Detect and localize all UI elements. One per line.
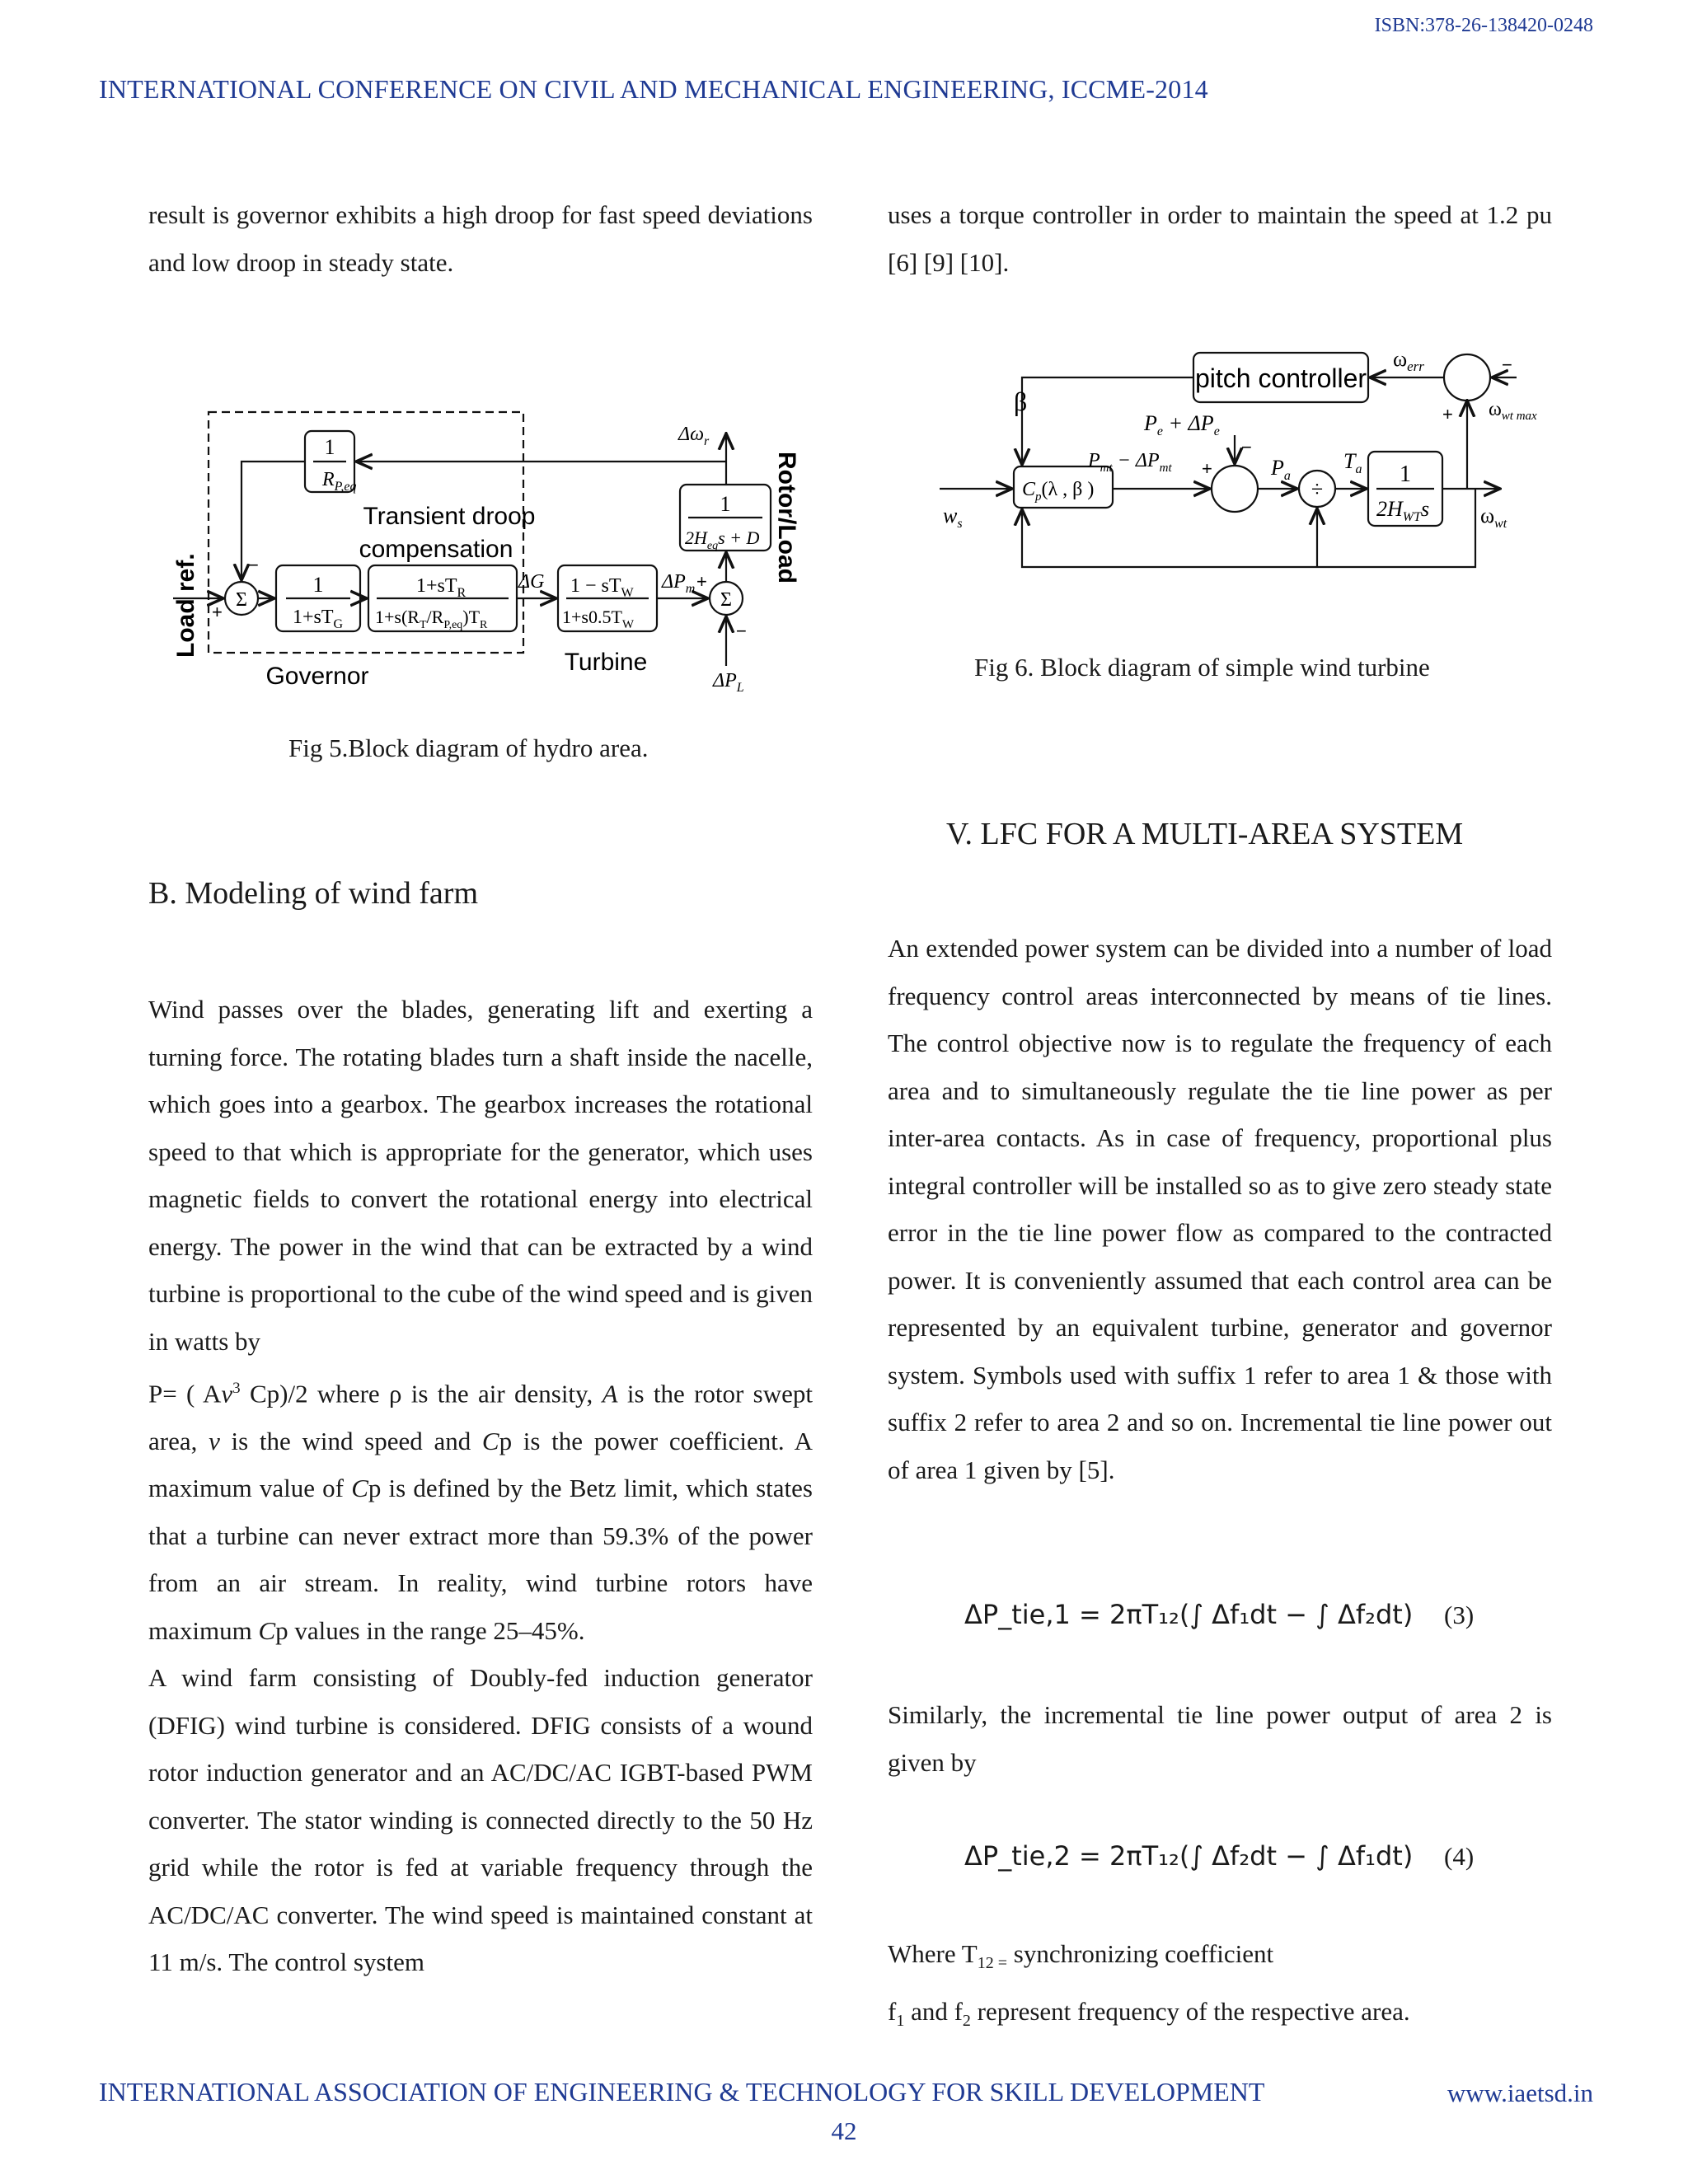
svg-text:+: + (212, 602, 223, 622)
svg-text:Δωr: $\Delta\omega_r$ (678, 424, 710, 448)
svg-text:β: β (1014, 387, 1028, 416)
svg-text:−: − (1502, 354, 1512, 375)
svg-text:Transient droop: Transient droop (363, 503, 536, 530)
svg-text:Pe + ΔPe: $P_e + \Delta P_e$ (1144, 411, 1220, 438)
section-b-heading: B. Modeling of wind farm (148, 876, 479, 911)
conference-title: INTERNATIONAL CONFERENCE ON CIVIL AND MECHANICAL ENGINEERING, ICCME-2014 (99, 74, 1208, 104)
equation-4-number: (4) (1444, 1842, 1475, 1871)
svg-text:Σ: Σ (720, 589, 732, 611)
equation-4: ΔP_tie,2 = 2πT₁₂(∫ Δf₂dt − ∫ Δf₁dt) (964, 1840, 1414, 1872)
svg-text:÷: ÷ (1311, 477, 1324, 501)
svg-text:ΔPm: $\Delta P_m$ (662, 571, 696, 596)
fig5-caption: Fig 5.Block diagram of hydro area. (288, 733, 649, 762)
fig6-wind-turbine-block-diagram (931, 344, 1537, 575)
footer-website-link[interactable]: www.iaetsd.in (1447, 2079, 1593, 2107)
isbn: ISBN:378-26-138420-0248 (1374, 15, 1593, 36)
svg-text:Pa: $P_a$ (1271, 456, 1291, 483)
svg-text:ωwt max: $\omega_{wt max}$ (1489, 399, 1537, 423)
svg-text:1+sTR: $1+sT_R$ (416, 575, 467, 600)
svg-text:1 − sTW: $1 - sT_W$ (570, 575, 634, 600)
fig6-caption: Fig 6. Block diagram of simple wind turbine (974, 653, 1430, 682)
right-top-paragraph: uses a torque controller in order to maintain the speed at 1.2 pu [6] [9] [10]. (888, 200, 1552, 277)
svg-text:ωerr: $\omega_{err}$ (1393, 347, 1424, 374)
footer-association: INTERNATIONAL ASSOCIATION OF ENGINEERING & TECHNOLOGY FOR SKILL DEVELOPMENT (99, 2077, 1265, 2107)
svg-text:Cp(λ , β ): $C_p(\lambda$ , β ) (1022, 479, 1095, 504)
similarly-paragraph: Similarly, the incremental tie line power output of area 2 is given by (888, 1700, 1552, 1777)
svg-text:Ta: $T_a$ (1343, 449, 1362, 476)
svg-text:+: + (696, 571, 707, 592)
svg-text:RP,eq: $R_{P,eq}$ (322, 469, 357, 494)
svg-text:compensation: compensation (359, 536, 513, 563)
svg-text:1+sTG: $1+sT_G$ (293, 607, 344, 631)
svg-text:1: 1 (720, 492, 731, 516)
svg-text:ws: $w_s$ (943, 504, 963, 531)
svg-text:−: − (1241, 437, 1252, 457)
svg-text:Turbine: Turbine (564, 649, 648, 676)
wind-paragraph: Wind passes over the blades, generating lift and exerting a turning force. The rotating blades turn a shaft inside the nacelle, which goes into a gearbox. The gearbox increases the rotational speed to that which is appropriate for the generator, which uses magnetic fields to convert the rotational energy into electrical energy. The power in the wind that can be extracted by a wind turbine is proportional to the cube of the wind speed and is given in watts by P= ( Av$^3$ Cp)/2 where ρ is the air density, A is the rotor swept area, v is the wind speed and Cp is the power coefficient. A maximum value of Cp is defined by the Betz limit, which states that a turbine can never extract more than 59.3% of the power from an air stream. In reality, wind turbine rotors have maximum Cp values in the range 25–45%. A wind farm consisting of Doubly-fed induction generator (DFIG) wind turbine is considered. DFIG consists of a wound rotor induction generator and an AC/DC/AC IGBT-based PWM converter. The stator winding is connected directly to the 50 Hz grid while the rotor is fed at variable frequency through the AC/DC/AC converter. The wind speed is maintained constant at 11 m/s. The control system (148, 995, 814, 1977)
svg-text:−: − (248, 555, 259, 575)
lfc-paragraph: An extended power system can be divided into a number of load frequency control areas interconnected by means of tie lines. The control objective now is to regulate the frequency of each area and to simultaneously regulate the tie line power as per inter-area contacts. As in case of frequency, proportional plus integral controller will be installed so as to give zero steady state error in the tie line power flow as compared to the contracted power. It is conveniently assumed that each control area can be represented by an equivalent turbine, generator and governor system. Symbols used with suffix 1 refer to area 1 & those with suffix 2 refer to area 2 and so on. Incremental tie line power out of area 1 given by [5]. (888, 934, 1552, 1484)
svg-text:ΔPL: $\Delta P_L$ (713, 670, 744, 695)
svg-text:ωwt: $\omega_{wt}$ (1480, 504, 1507, 531)
svg-text:Rotor/Load: Rotor/Load (773, 452, 800, 583)
svg-text:1+s(RT/RP,eq)TR: $1+s(R_T/R_{P,eq})T_R$ (375, 607, 488, 631)
svg-text:+: + (1202, 458, 1212, 479)
fig5-hydro-block-diagram (169, 402, 804, 699)
svg-text:+: + (1442, 404, 1453, 424)
left-top-paragraph: result is governor exhibits a high droop for fast speed deviations and low droop in steady state. (148, 200, 813, 277)
svg-text:Governor: Governor (265, 663, 369, 690)
where-lines: Where $T_{12 =}$ synchronizing coefficient $f_1$ and $f_2$ represent frequency of the respective area. (888, 1939, 1410, 2030)
svg-text:pitch controller: pitch controller (1194, 363, 1367, 393)
section-v-heading: V. LFC FOR A MULTI-AREA SYSTEM (946, 817, 1464, 851)
equation-3: ΔP_tie,1 = 2πT₁₂(∫ Δf₁dt − ∫ Δf₂dt) (964, 1599, 1414, 1630)
svg-text:−: − (736, 621, 747, 641)
svg-text:Pmt − ΔPmt: $P_{mt} - \Delta P_{mt}$ (1088, 450, 1172, 475)
svg-text:Σ: Σ (236, 589, 247, 611)
svg-text:2HWTs: $2H_{WT}s$ (1376, 497, 1430, 524)
svg-text:1+s0.5TW: $1+s0.5T_W$ (562, 607, 635, 631)
page-number: 42 (831, 2116, 857, 2145)
equation-3-number: (3) (1444, 1601, 1475, 1629)
svg-text:2Heqs + D: $2H_{eq}s + D$ (685, 527, 760, 552)
svg-text:ΔG: ΔG (518, 571, 545, 593)
svg-text:1: 1 (312, 573, 324, 597)
svg-text:Load ref.: Load ref. (172, 553, 199, 658)
svg-text:1: 1 (1400, 462, 1411, 487)
svg-text:1: 1 (324, 435, 335, 459)
